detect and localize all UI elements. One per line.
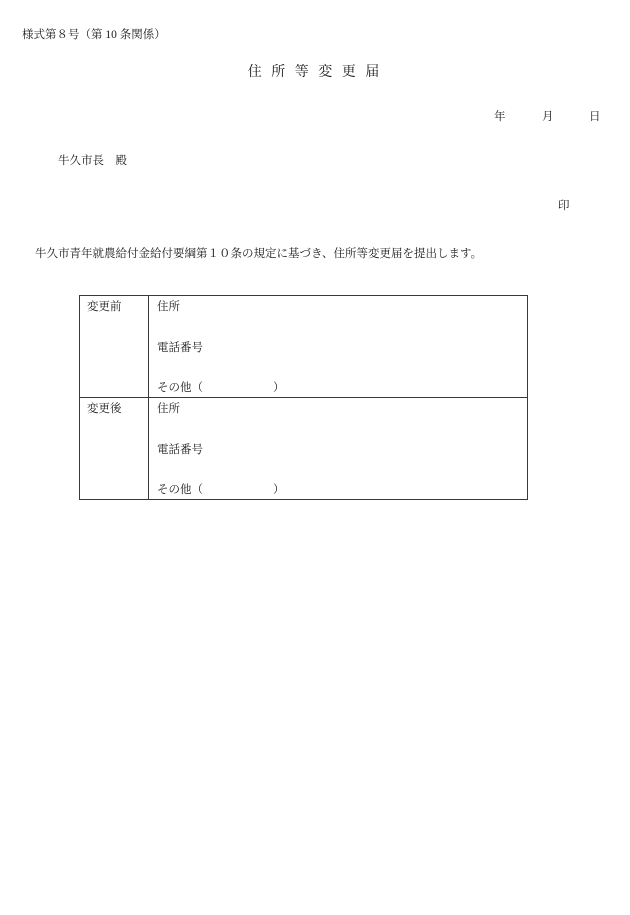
row-label-cell [80,296,149,397]
phone-field-label: 電話番号 [157,342,203,354]
row-label-cell [80,398,149,499]
date-day-label: 日 [589,111,601,123]
other-field-label: その他（ [157,382,203,394]
table-row-before [80,296,527,397]
phone-field-label: 電話番号 [157,444,203,456]
form-number: 様式第８号（第 10 条関係） [22,29,166,41]
table-row-after [80,397,527,499]
other-close-paren: ） [273,484,285,496]
row-body-cell[interactable] [149,398,527,499]
row-body-cell[interactable] [149,296,527,397]
date-year-label: 年 [494,111,506,123]
statement-text: 牛久市青年就農給付金給付要綱第１０条の規定に基づき、住所等変更届を提出します。 [35,248,483,260]
other-field-label: その他（ [157,484,203,496]
address-field-label: 住所 [157,403,180,415]
address-field-label: 住所 [157,301,180,313]
form-title: 住 所 等 変 更 届 [247,65,383,80]
change-table [79,295,528,500]
row-label-before: 変更前 [87,301,122,313]
seal-mark: 印 [558,200,570,212]
other-close-paren: ） [273,382,285,394]
row-label-after: 変更後 [87,403,122,415]
date-month-label: 月 [542,111,554,123]
addressee: 牛久市長 殿 [58,155,127,167]
